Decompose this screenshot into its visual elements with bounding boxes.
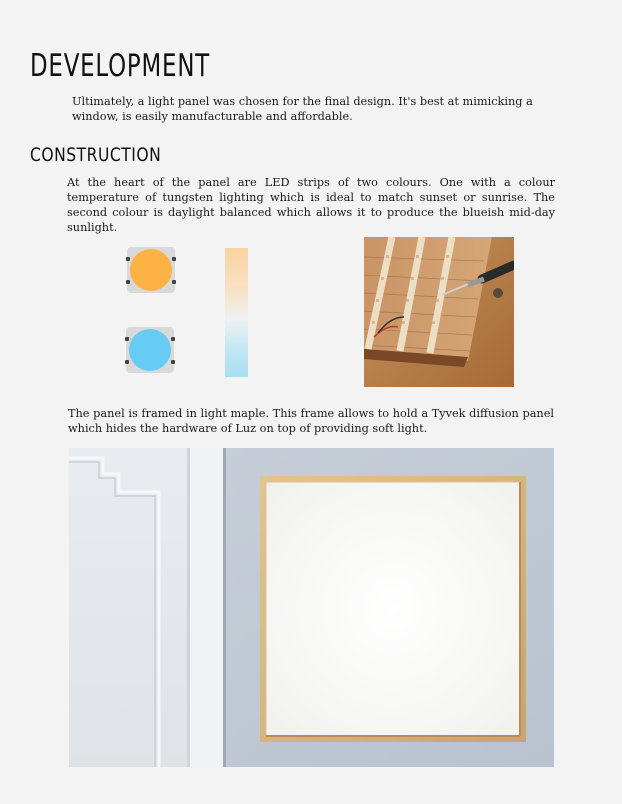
soldering-photo	[364, 237, 514, 387]
section-heading: CONSTRUCTION	[30, 144, 162, 166]
led-paragraph: At the heart of the panel are LED strips of two colours. One with a colour temperature of tungsten lighting which is ideal to match sunset or sunrise. The second colour is daylight balanced which allows it to produce the blueish mid-day sunlight.	[67, 176, 555, 234]
page-title: DEVELOPMENT	[30, 48, 211, 84]
warm-led-emitter	[130, 249, 172, 291]
cool-led-chip	[126, 327, 174, 373]
intro-paragraph: Ultimately, a light panel was chosen for the final design. It's best at mimicking a window, is easily manufacturable and affordable.	[72, 95, 533, 123]
cool-led-emitter	[129, 329, 171, 371]
light-panel-photo	[69, 448, 554, 767]
warm-led-chip	[127, 247, 175, 293]
frame-paragraph: The panel is framed in light maple. This frame allows to hold a Tyvek diffusion panel which hides the hardware of Luz on top of providing soft light.	[68, 407, 554, 435]
color-temperature-gradient	[225, 248, 248, 377]
